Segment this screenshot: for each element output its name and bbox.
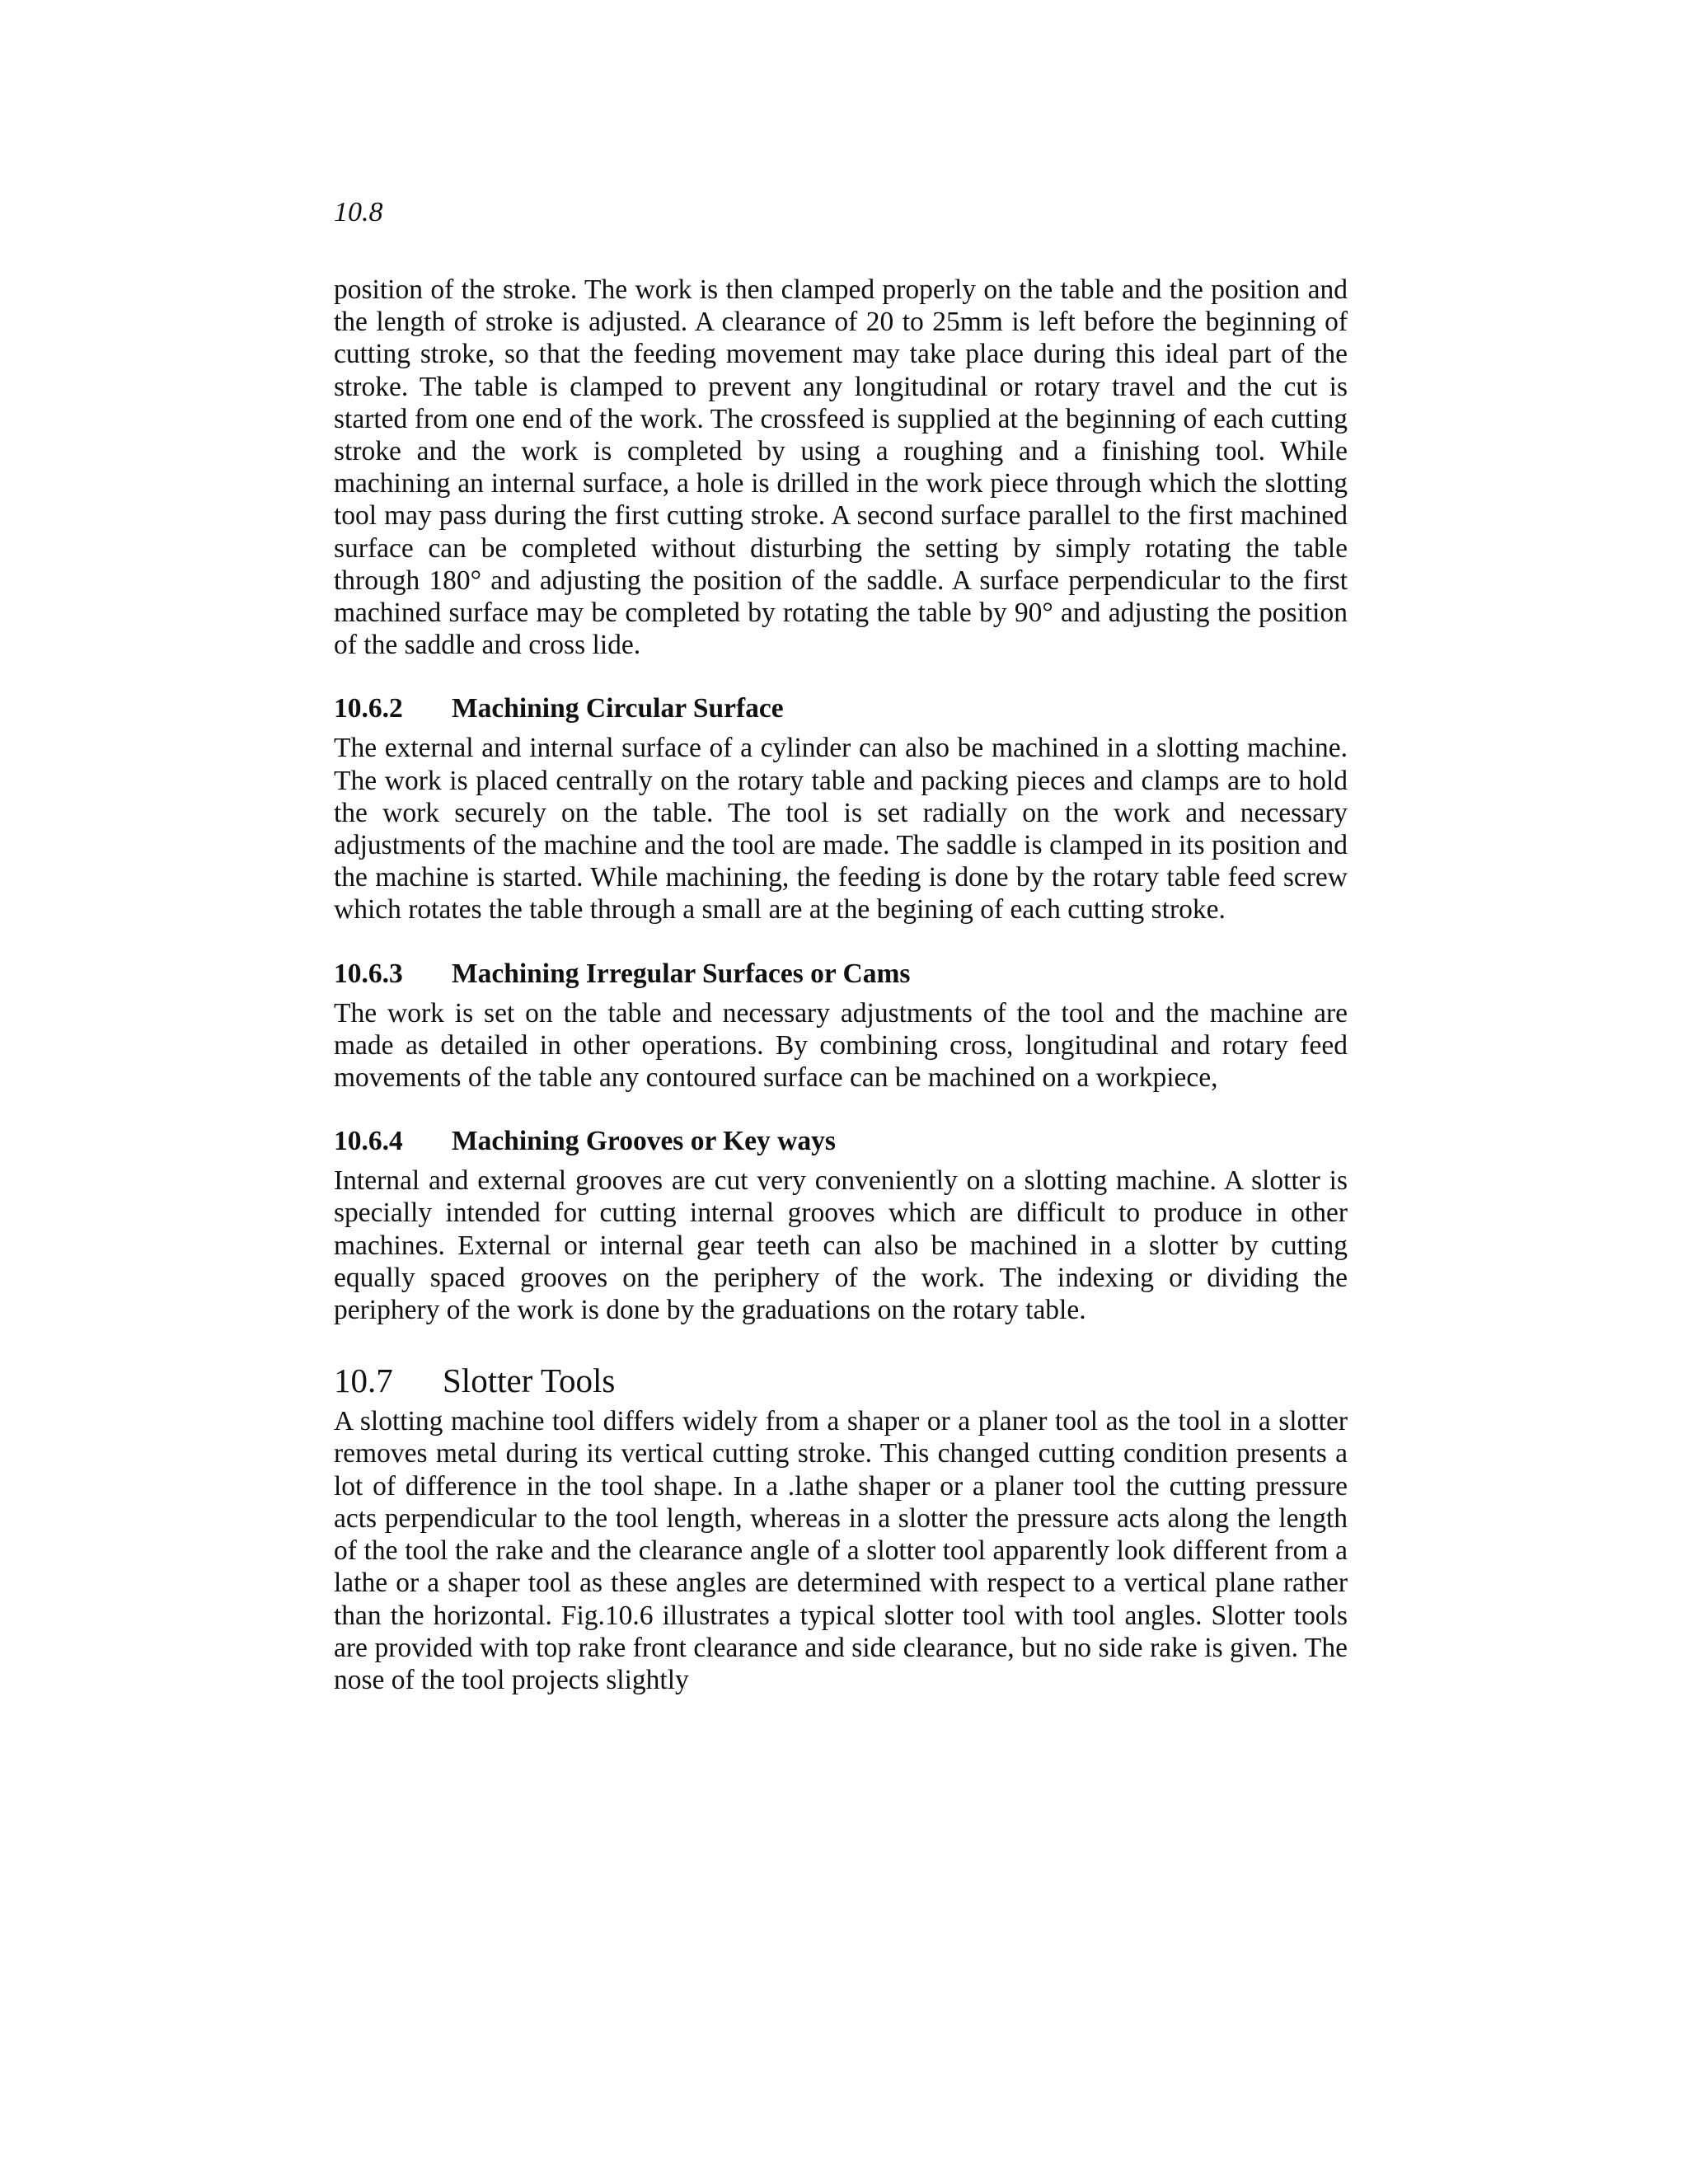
page-body [334, 274, 1348, 1696]
subsection-heading-10-6-3 [334, 958, 1348, 991]
subsection-paragraph-10-6-4: Internal and external grooves are cut very conveniently on a slotting machine. A slotter is specially intended for cutting internal grooves which are difficult to produce in other machines. External or internal gear teeth can also be machined in a slotter by cutting equally spaced grooves on the periphery of the work. The indexing or dividing the periphery of the work is done by the graduations on the rotary table. [334, 1165, 1348, 1326]
section-heading-10-7 [334, 1361, 1348, 1400]
subsection-heading-10-6-4 [334, 1125, 1348, 1158]
section-title: Slotter Tools [443, 1361, 616, 1400]
subsection-number: 10.6.3 [334, 958, 403, 989]
subsection-paragraph-10-6-3: The work is set on the table and necessary adjustments of the tool and the machine are made as detailed in other operations. By combining cross, longitudinal and rotary feed movements of the table any contoured surface can be machined on a workpiece, [334, 997, 1348, 1094]
subsection-number: 10.6.4 [334, 1126, 403, 1157]
subsection-title: Machining Grooves or Key ways [452, 1126, 836, 1157]
subsection-title: Machining Irregular Surfaces or Cams [452, 958, 911, 989]
subsection-title: Machining Circular Surface [452, 693, 784, 724]
page-number: 10.8 [334, 197, 383, 227]
subsection-paragraph-10-6-2: The external and internal surface of a cylinder can also be machined in a slotting machine. The work is placed centrally on the rotary table and packing pieces and clamps are to hold the work securely on the table. The tool is set radially on the work and necessary adjustments of the machine and the tool are made. The saddle is clamped in its position and the machine is started. While machining, the feeding is done by the rotary table feed screw which rotates the table through a small are at the begining of each cutting stroke. [334, 733, 1348, 926]
intro-paragraph: position of the stroke. The work is then clamped properly on the table and the position and the length of stroke is adjusted. A clearance of 20 to 25mm is left before the beginning of cutting stroke, so that the feeding movement may take place during this ideal part of the stroke. The table is clamped to prevent any longitudinal or rotary travel and the cut is started from one end of the work. The crossfeed is supplied at the beginning of each cutting stroke and the work is completed by using a roughing and a finishing tool. While machining an internal surface, a hole is drilled in the work piece through which the slotting tool may pass during the first cutting stroke. A second surface parallel to the first machined surface can be completed without disturbing the setting by simply rotating the table through 180° and adjusting the position of the saddle. A surface perpendicular to the first machined surface may be completed by rotating the table by 90° and adjusting the position of the saddle and cross lide. [334, 274, 1348, 661]
subsection-number: 10.6.2 [334, 693, 403, 724]
section-number: 10.7 [334, 1361, 393, 1400]
subsection-heading-10-6-2 [334, 692, 1348, 725]
section-paragraph-10-7: A slotting machine tool differs widely from a shaper or a planer tool as the tool in a slotter removes metal during its vertical cutting stroke. This changed cutting condition presents a lot of difference in the tool shape. In a .lathe shaper or a planer tool the cutting pressure acts perpendicular to the tool length, whereas in a slotter the pressure acts along the length of the tool the rake and the clearance angle of a slotter tool apparently look different from a lathe or a shaper tool as these angles are determined with respect to a vertical plane rather than the horizontal. Fig.10.6 illustrates a typical slotter tool with tool angles. Slotter tools are provided with top rake front clearance and side clearance, but no side rake is given. The nose of the tool projects slightly [334, 1406, 1348, 1695]
